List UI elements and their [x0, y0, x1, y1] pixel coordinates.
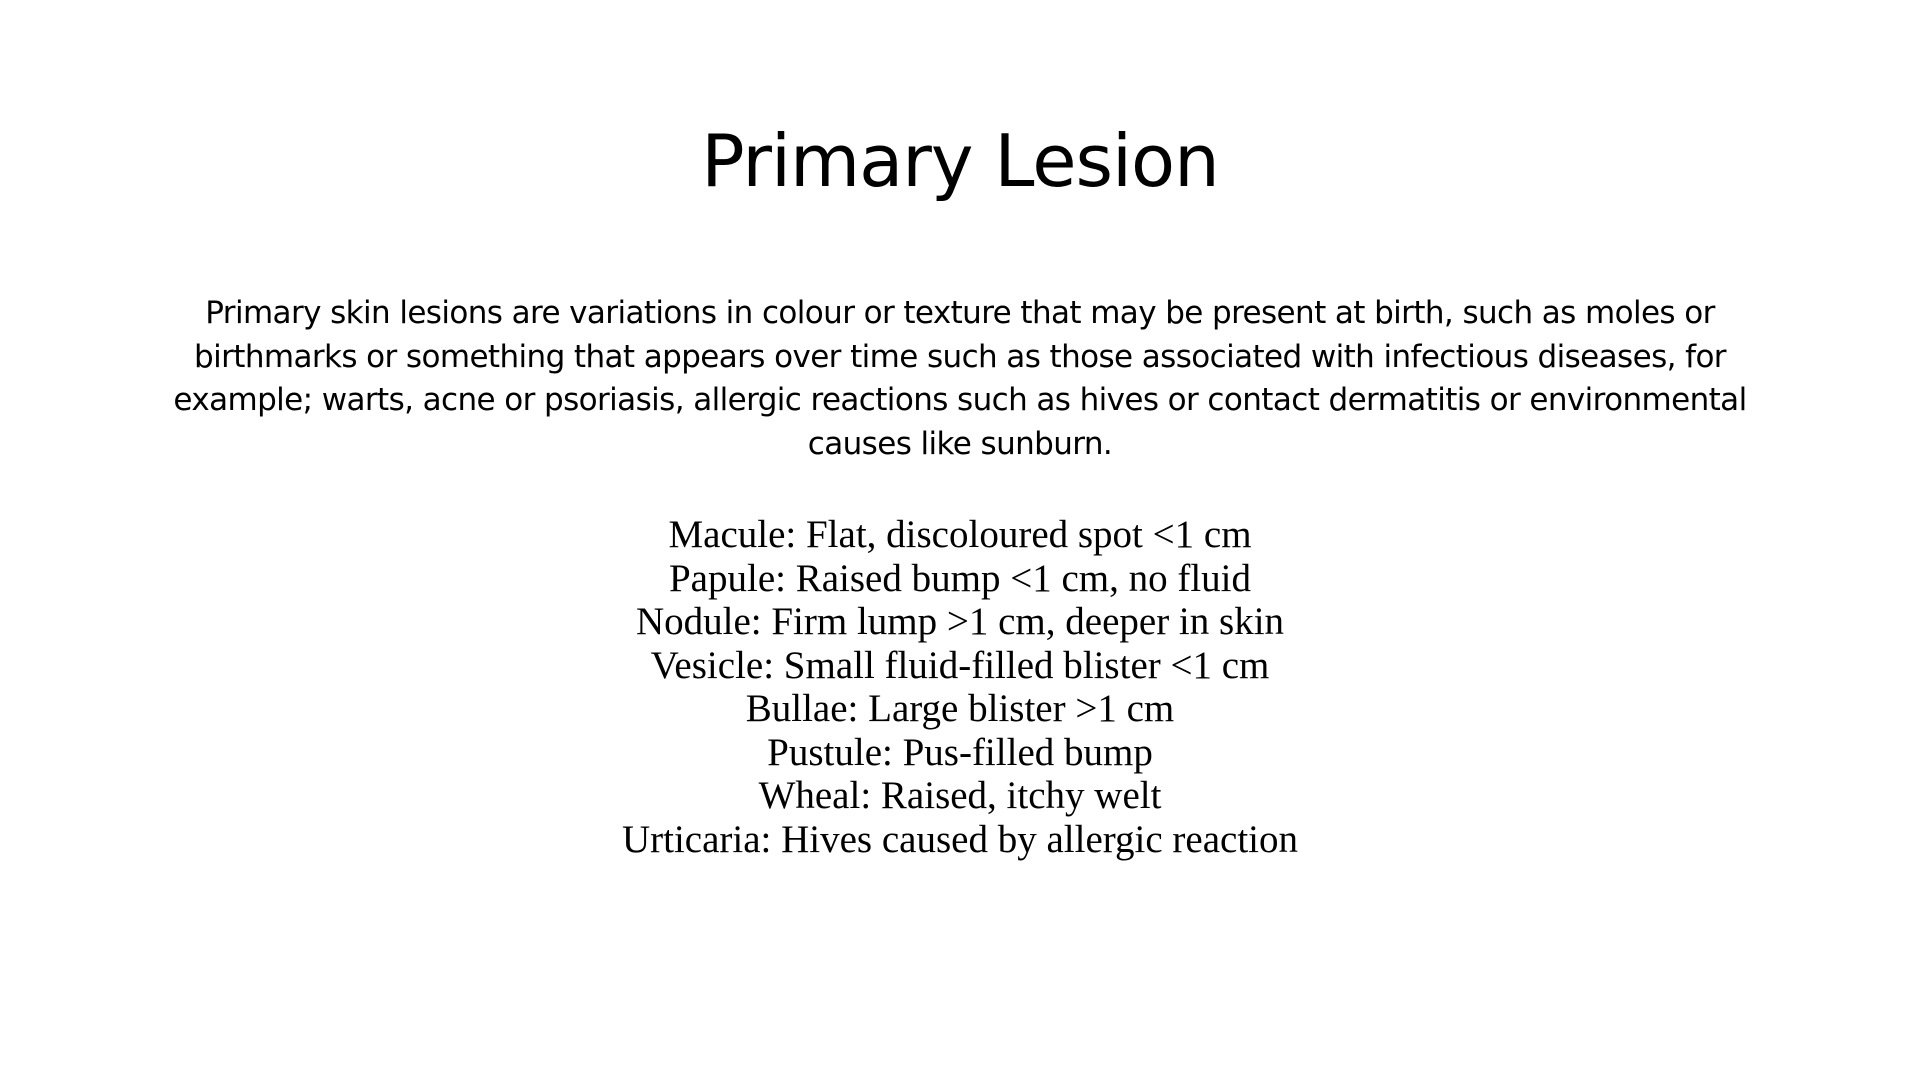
lesion-item-papule: Papule: Raised bump <1 cm, no fluid: [668, 556, 1251, 600]
lesion-item-vesicle: Vesicle: Small fluid-filled blister <1 cm: [650, 643, 1270, 687]
lesion-item-wheal: Wheal: Raised, itchy welt: [758, 774, 1162, 817]
lesion-item-pustule: Pustule: Pus-filled bump: [767, 730, 1153, 774]
lesion-list: [360, 513, 1560, 861]
slide-title: Primary Lesion: [701, 119, 1219, 203]
lesion-item-urticaria: Urticaria: Hives caused by allergic reaction: [621, 817, 1299, 861]
lesion-item-bullae: Bullae: Large blister >1 cm: [745, 687, 1175, 730]
intro-paragraph: Primary skin lesions are variations in colour or texture that may be present at birth, such as moles or birthmarks or something that appears over time such as those associated with infectious diseases, for example; warts, acne or psoriasis, allergic reactions such as hives or contact dermatitis or environmental causes like sunburn.: [173, 295, 1747, 462]
lesion-item-macule: Macule: Flat, discoloured spot <1 cm: [668, 513, 1252, 556]
lesion-item-nodule: Nodule: Firm lump >1 cm, deeper in skin: [635, 600, 1285, 643]
